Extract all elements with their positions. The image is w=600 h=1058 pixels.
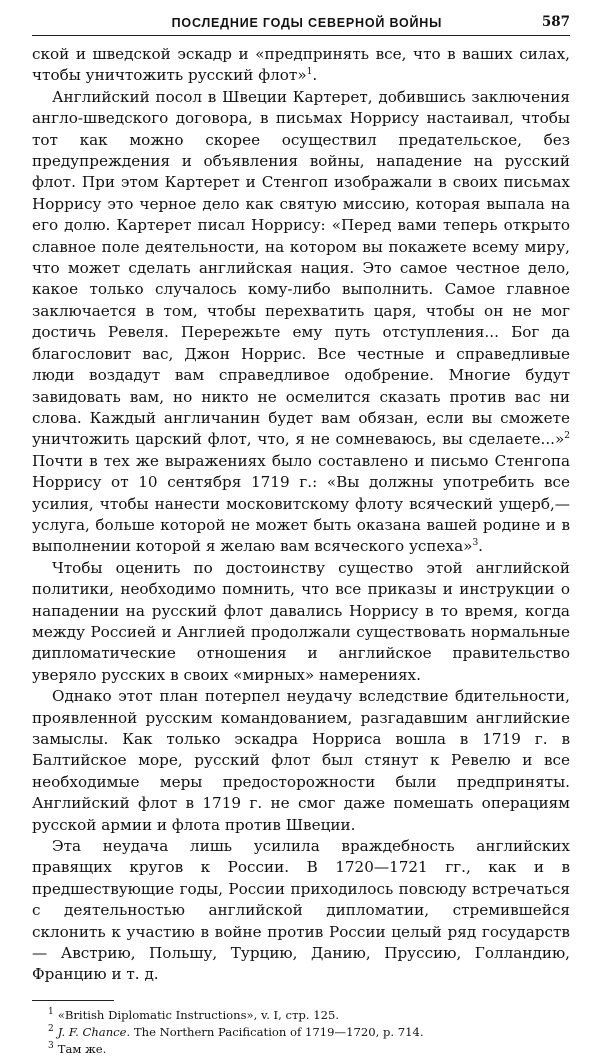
footnote-text: Там же. <box>57 1041 107 1056</box>
paragraph-carteret: Английский посол в Швеции Картерет, добившись заключения англо-шведского договора, в письмах Норрису настаивал, чтобы тот как можно скорее осуществил предательское, без предупреждения и объявления войны, нападение на русский флот. При этом Картерет и Стенгоп изображали в своих письмах Норрису это черное дело как святую миссию, которая выпала на его долю. Картерет писал Норрису: «Перед вами теперь открыто славное поле деятельности, на котором вы покажете всему миру, что может сделать английская нация. Это самое честное дело, какое только случалось кому-либо выполнить. Самое главное заключается в том, чтобы перехватить царя, чтобы он не мог достичь Ревеля. Перережьте ему путь отступления... Бог да благословит вас, Джон Норрис. Все честные и справедливые люди воздадут вам справедливое одобрение. Многие будут завидовать вам, но никто не осмелится сказать против вас ни слова. Каждый англичанин будет вам обязан, если вы сможете уничтожить царский флот, что, я не сомневаюсь, вы сделаете...»$^2$ Почти в тех же выражениях было составлено и письмо Стенгопа Норрису от 10 сентября 1719 г.: «Вы должны употребить все усилия, чтобы нанести московитскому флоту всяческий ущерб,— услуга, больше которой не может быть оказана вашей родине и в выполнении которой я желаю вам всяческого успеха»$^3$. <box>32 87 570 556</box>
footnote-reference: 3 <box>472 538 479 549</box>
footnote-text: «British Diplomatic Instructions», v. I, стр. 125. <box>57 1007 340 1022</box>
footnote-mark: 1 <box>48 1007 54 1018</box>
paragraph-continuation: ской и шведской эскадр и «предпринять все, что в ваших силах, чтобы уничтожить русский флот»$^1$. <box>32 45 570 85</box>
paragraph-policy: Чтобы оценить по достоинству существо этой английской политики, необходимо помнить, что все приказы и инструкции о нападении на русский флот давались Норрису в то время, когда между Россией и Англией продолжали существовать нормальные дипломатические отношения и английское правительство уверяло русских в своих «мирных» намерениях. <box>32 558 570 684</box>
paragraph-text: Английский посол в Швеции Картерет, добившись заключения англо-шведского договора, в письмах Норрису настаивал, чтобы тот как можно скорее осуществил предательское, без предупреждения и объявления войны, нападение на русский флот. При этом Картерет и Стенгоп изображали в своих письмах Норрису это черное дело как святую миссию, которая выпала на его долю. Картерет писал Норрису: «Перед вами теперь открыто славное поле деятельности, на котором вы покажете всему миру, что может сделать английская нация. Это самое честное дело, какое только случалось кому-либо выполнить. Самое главное заключается в том, чтобы перехватить царя, чтобы он не мог достичь Ревеля. Перережьте ему путь отступления... Бог да благословит вас, Джон Норрис. Все честные и справедливые люди воздадут вам справедливое одобрение. Многие будут завидовать вам, но никто не осмелится сказать против вас ни слова. Каждый англичанин будет вам обязан, если вы сможете уничтожить царский флот, что, я не сомневаюсь, вы сделаете...» <box>32 87 570 449</box>
footnote-text: The Northern Pacification of 1719—1720, p. 714. <box>133 1024 424 1039</box>
paragraph-hostility: Эта неудача лишь усилила враждебность английских правящих кругов к России. В 1720—1721 гг., как и в предшествующие годы, России приходилось повсюду встречаться с деятельностью английской дипломатии, стремившейся склонить к участию в войне против России целый ряд государств — Австрию, Польшу, Турцию, Данию, Пруссию, Голландию, Францию и т. д. <box>32 837 570 984</box>
footnote <box>32 1041 570 1058</box>
footnote-author: J. F. Chance. <box>57 1024 131 1039</box>
page-number: 587 <box>541 14 570 30</box>
footnotes <box>32 1007 570 1058</box>
paragraph-text: Почти в тех же выражениях было составлено и письмо Стенгопа Норрису от 10 сентября 1719 г.: «Вы должны употребить все усилия, чтобы нанести московитскому флоту всяческий ущерб,— услуга, больше которой не может быть оказана вашей родине и в выполнении которой я желаю вам всяческого успеха» <box>32 451 570 556</box>
footnote-reference: 1 <box>306 67 313 78</box>
running-title: ПОСЛЕДНИЕ ГОДЫ СЕВЕРНОЙ ВОЙНЫ <box>171 16 443 30</box>
body-text <box>32 44 570 986</box>
paragraph-text: ской и шведской эскадр и «предпринять все, что в ваших силах, чтобы уничтожить русский флот» <box>32 45 570 85</box>
footnote-mark: 2 <box>48 1024 54 1035</box>
footnote <box>32 1007 570 1024</box>
footnote-mark: 3 <box>48 1041 54 1052</box>
footnote-reference: 2 <box>564 431 570 442</box>
paragraph-plan-failure: Однако этот план потерпел неудачу вследствие бдительности, проявленной русским командованием, разгадавшим английские замыслы. Как только эскадра Норриса вошла в 1719 г. в Балтийское море, русский флот был стянут к Ревелю и все необходимые меры предосторожности были предприняты. Английский флот в 1719 г. не смог даже помешать операциям русской армии и флота против Швеции. <box>32 687 570 834</box>
running-header <box>32 14 570 36</box>
footnote-divider <box>32 1000 114 1001</box>
footnote <box>32 1024 570 1041</box>
